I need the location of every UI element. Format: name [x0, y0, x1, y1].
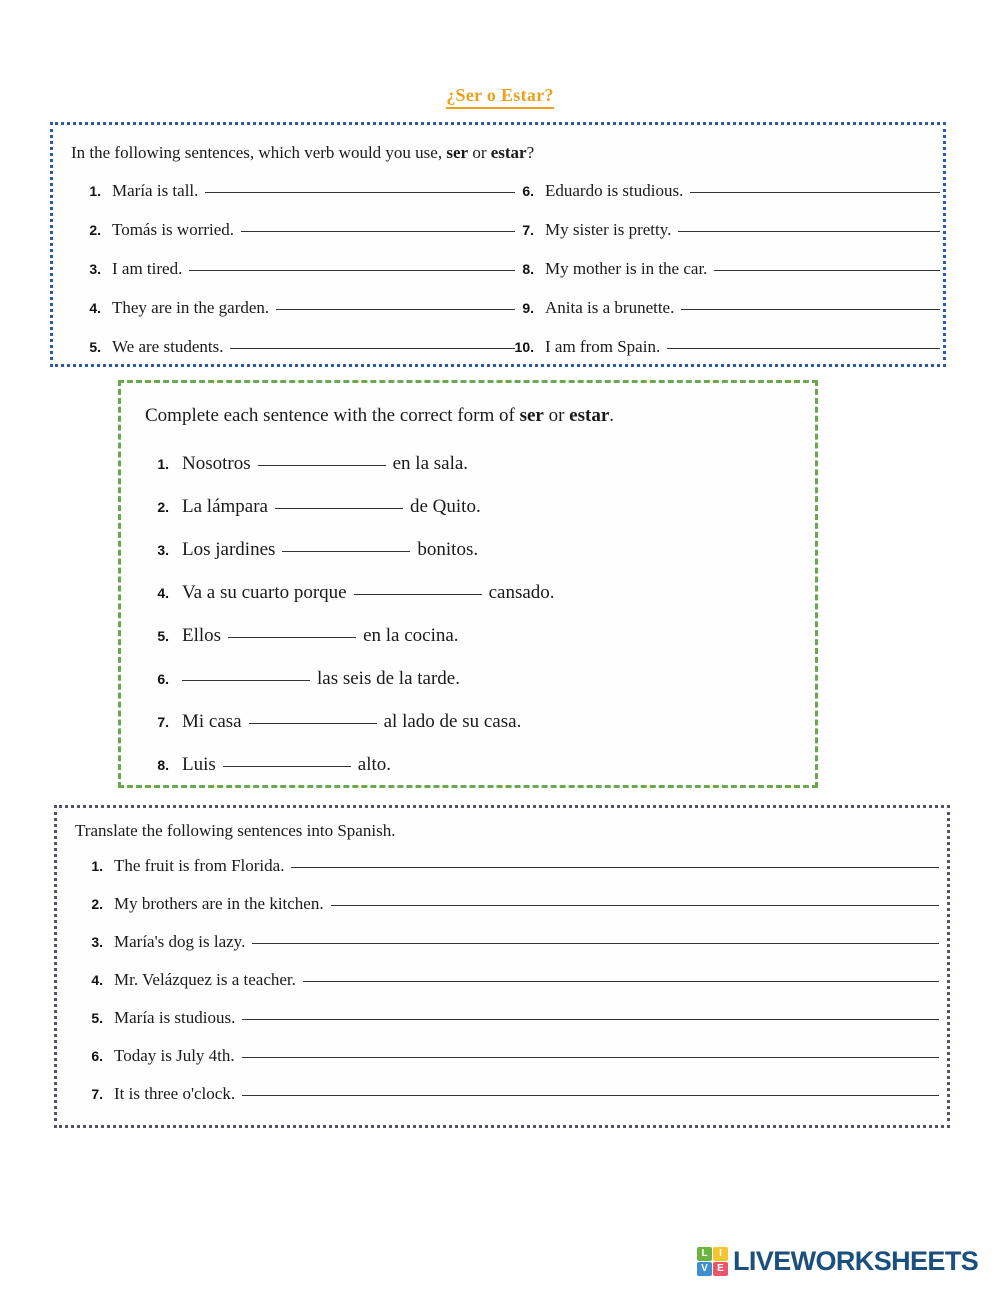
answer-blank[interactable]	[249, 723, 377, 724]
list-item	[143, 668, 791, 690]
item-text-after: las seis de la tarde.	[317, 668, 460, 689]
item-text-before: Va a su cuarto porque	[182, 582, 347, 603]
item-number: 10.	[514, 339, 534, 355]
item-number: 6.	[157, 671, 169, 687]
logo-wordmark: LIVEWORKSHEETS	[733, 1246, 979, 1276]
item-text: Tomás is worried.	[112, 220, 235, 239]
answer-blank[interactable]	[714, 270, 940, 271]
list-item	[143, 453, 791, 475]
item-text: Eduardo is studious.	[545, 181, 684, 200]
item-number: 5.	[89, 339, 101, 355]
list-item	[75, 220, 515, 240]
answer-blank[interactable]	[667, 348, 940, 349]
list-item	[508, 337, 940, 357]
item-text-before: Luis	[182, 754, 216, 775]
item-number: 5.	[157, 628, 169, 644]
list-item	[508, 220, 940, 240]
item-number: 5.	[91, 1010, 103, 1026]
item-text: They are in the garden.	[112, 298, 270, 317]
item-text: It is three o'clock.	[114, 1084, 236, 1103]
list-item	[75, 181, 515, 201]
section-1-instruction-bold-estar: estar	[490, 143, 527, 162]
answer-blank[interactable]	[354, 594, 482, 595]
section-1-instruction-suffix: ?	[526, 143, 535, 162]
list-item	[75, 259, 515, 279]
answer-blank[interactable]	[303, 981, 939, 982]
answer-blank[interactable]	[242, 1095, 939, 1096]
answer-blank[interactable]	[242, 1019, 939, 1020]
list-item	[143, 539, 791, 561]
answer-blank[interactable]	[282, 551, 410, 552]
item-text: María is studious.	[114, 1008, 236, 1027]
section-2-instruction-suffix: .	[609, 405, 615, 426]
item-text: Today is July 4th.	[114, 1046, 235, 1065]
answer-blank[interactable]	[228, 637, 356, 638]
answer-blank[interactable]	[182, 680, 310, 681]
list-item	[143, 582, 791, 604]
item-text-before: Mi casa	[182, 711, 242, 732]
page-title-text: ¿Ser o Estar?	[446, 85, 554, 109]
item-text-after: al lado de su casa.	[383, 711, 522, 732]
section-1-instruction	[71, 143, 534, 163]
item-number: 1.	[91, 858, 103, 874]
item-text: My brothers are in the kitchen.	[114, 894, 324, 913]
answer-blank[interactable]	[242, 1057, 939, 1058]
item-number: 4.	[91, 972, 103, 988]
list-item	[508, 259, 940, 279]
answer-blank[interactable]	[258, 465, 386, 466]
item-text-after: en la sala.	[392, 453, 469, 474]
item-text-after: en la cocina.	[363, 625, 459, 646]
list-item	[77, 1008, 939, 1028]
answer-blank[interactable]	[252, 943, 939, 944]
exercise-section-2	[118, 380, 818, 788]
list-item	[75, 337, 515, 357]
item-number: 2.	[157, 499, 169, 515]
item-number: 6.	[522, 183, 534, 199]
logo-tile-e: E	[713, 1262, 728, 1276]
answer-blank[interactable]	[681, 309, 940, 310]
answer-blank[interactable]	[230, 348, 515, 349]
list-item	[143, 711, 791, 733]
item-number: 1.	[89, 183, 101, 199]
exercise-section-3	[54, 805, 950, 1128]
item-text: María is tall.	[112, 181, 199, 200]
list-item	[143, 754, 791, 776]
logo-tile-i: I	[713, 1247, 728, 1261]
item-text-after: bonitos.	[417, 539, 479, 560]
list-item	[143, 625, 791, 647]
section-2-instruction-bold-ser: ser	[519, 405, 544, 426]
item-text: My sister is pretty.	[545, 220, 672, 239]
item-text: My mother is in the car.	[545, 259, 708, 278]
item-text: María's dog is lazy.	[114, 932, 246, 951]
exercise-section-1	[50, 122, 946, 367]
item-text: I am tired.	[112, 259, 183, 278]
item-text: Mr. Velázquez is a teacher.	[114, 970, 296, 989]
item-text-before: Ellos	[182, 625, 222, 646]
list-item	[143, 496, 791, 518]
section-2-instruction-mid: or	[543, 405, 570, 426]
answer-blank[interactable]	[241, 231, 515, 232]
item-text-after: cansado.	[488, 582, 555, 603]
answer-blank[interactable]	[223, 766, 351, 767]
logo-tile-v: V	[697, 1262, 712, 1276]
item-number: 7.	[157, 714, 169, 730]
item-number: 7.	[91, 1086, 103, 1102]
item-text-before: Nosotros	[182, 453, 251, 474]
item-number: 1.	[157, 456, 169, 472]
item-number: 3.	[91, 934, 103, 950]
section-3-instruction: Translate the following sentences into Spanish.	[75, 821, 396, 840]
section-2-instruction	[145, 405, 614, 428]
item-number: 7.	[522, 222, 534, 238]
item-number: 6.	[91, 1048, 103, 1064]
page-title	[0, 85, 1000, 109]
logo-tiles	[697, 1247, 728, 1276]
item-text-after: alto.	[357, 754, 392, 775]
answer-blank[interactable]	[275, 508, 403, 509]
item-number: 2.	[91, 896, 103, 912]
item-number: 3.	[157, 542, 169, 558]
item-text-after: de Quito.	[409, 496, 481, 517]
section-1-instruction-prefix: In the following sentences, which verb would you use,	[71, 143, 447, 162]
answer-blank[interactable]	[276, 309, 515, 310]
answer-blank[interactable]	[331, 905, 939, 906]
logo-tile-l: L	[697, 1247, 712, 1261]
list-item	[508, 298, 940, 318]
answer-blank[interactable]	[291, 867, 939, 868]
item-text-before: Los jardines	[182, 539, 276, 560]
section-2-instruction-prefix: Complete each sentence with the correct form of	[145, 405, 520, 426]
liveworksheets-logo[interactable]	[697, 1246, 978, 1277]
section-2-instruction-bold-estar: estar	[569, 405, 610, 426]
item-text: Anita is a brunette.	[545, 298, 675, 317]
list-item	[77, 1046, 939, 1066]
item-text: We are students.	[112, 337, 224, 356]
item-number: 9.	[522, 300, 534, 316]
list-item	[75, 298, 515, 318]
item-number: 3.	[89, 261, 101, 277]
list-item	[508, 181, 940, 201]
item-number: 2.	[89, 222, 101, 238]
item-text: I am from Spain.	[545, 337, 661, 356]
list-item	[77, 894, 939, 914]
answer-blank[interactable]	[205, 192, 515, 193]
list-item	[77, 932, 939, 952]
item-number: 4.	[157, 585, 169, 601]
answer-blank[interactable]	[189, 270, 515, 271]
item-number: 8.	[157, 757, 169, 773]
item-number: 8.	[522, 261, 534, 277]
item-text-before: La lámpara	[182, 496, 268, 517]
list-item	[77, 856, 939, 876]
section-1-instruction-bold-ser: ser	[446, 143, 469, 162]
answer-blank[interactable]	[690, 192, 940, 193]
section-1-instruction-mid: or	[468, 143, 491, 162]
item-text: The fruit is from Florida.	[114, 856, 285, 875]
list-item	[77, 1084, 939, 1104]
item-number: 4.	[89, 300, 101, 316]
list-item	[77, 970, 939, 990]
answer-blank[interactable]	[678, 231, 940, 232]
